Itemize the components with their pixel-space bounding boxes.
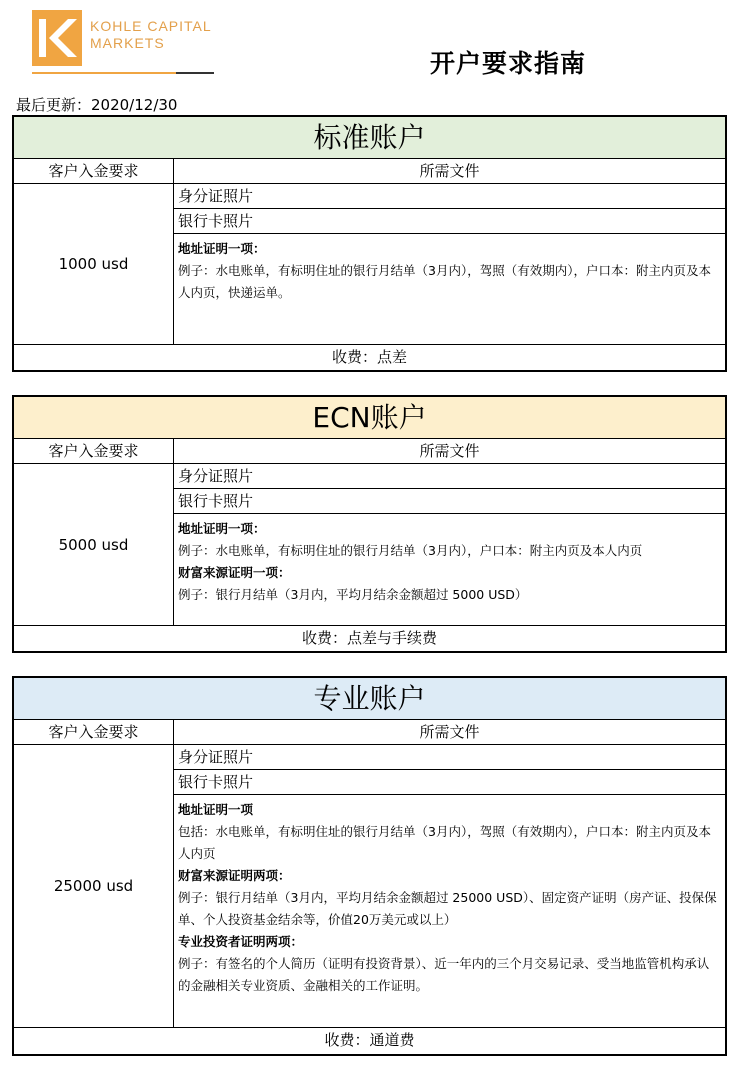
documents-header: 所需文件 — [419, 162, 480, 180]
pro-fee: 收费：通道费 — [324, 1031, 415, 1049]
ecn-deposit-amount: 5000 usd — [14, 464, 174, 625]
doc-id-photo: 身分证照片 — [174, 464, 725, 489]
wealth-proof-heading: 财富来源证明两项： — [178, 868, 291, 883]
pro-proofs — [174, 795, 725, 1027]
standard-address-proof — [174, 234, 725, 344]
standard-body-row — [14, 184, 725, 345]
pro-account-title: 专业账户 — [14, 678, 725, 720]
documents-header: 所需文件 — [419, 442, 480, 460]
doc-bank-card-photo: 银行卡照片 — [174, 770, 725, 795]
last-updated: 最后更新：2020/12/30 — [16, 96, 178, 114]
logo-line2: MARKETS — [90, 35, 165, 51]
ecn-documents — [174, 464, 725, 625]
standard-account-title: 标准账户 — [14, 117, 725, 159]
deposit-header: 客户入金要求 — [14, 439, 174, 463]
pro-body-row — [14, 745, 725, 1028]
pro-header-row — [14, 720, 725, 745]
address-proof-heading: 地址证明一项： — [178, 241, 266, 256]
ecn-account-table — [12, 395, 727, 653]
wealth-proof-heading: 财富来源证明一项： — [178, 565, 291, 580]
standard-fee: 收费：点差 — [331, 348, 407, 366]
deposit-header: 客户入金要求 — [14, 159, 174, 183]
logo-underline — [32, 72, 176, 74]
ecn-body-row — [14, 464, 725, 626]
page-title: 开户要求指南 — [430, 49, 587, 78]
standard-deposit-amount: 1000 usd — [14, 184, 174, 344]
deposit-header: 客户入金要求 — [14, 720, 174, 744]
logo-text — [90, 18, 212, 52]
doc-id-photo: 身分证照片 — [174, 184, 725, 209]
address-proof-detail: 例子：水电账单，有标明住址的银行月结单（3月内），户口本：附主内页及本人内页 — [178, 543, 643, 558]
logo-mark-icon — [32, 10, 82, 66]
standard-documents — [174, 184, 725, 344]
pro-documents — [174, 745, 725, 1027]
standard-account-table — [12, 115, 727, 372]
standard-header-row — [14, 159, 725, 184]
company-logo — [32, 10, 214, 74]
ecn-fee: 收费：点差与手续费 — [301, 629, 437, 647]
doc-id-photo: 身分证照片 — [174, 745, 725, 770]
investor-proof-heading: 专业投资者证明两项： — [178, 934, 304, 949]
doc-bank-card-photo: 银行卡照片 — [174, 489, 725, 514]
ecn-header-row — [14, 439, 725, 464]
logo-line1: KOHLE CAPITAL — [90, 18, 212, 34]
logo-underline-accent — [176, 72, 214, 74]
pro-account-table — [12, 676, 727, 1056]
address-proof-heading: 地址证明一项 — [178, 802, 254, 817]
ecn-account-title: ECN账户 — [14, 397, 725, 439]
ecn-proofs — [174, 514, 725, 625]
address-proof-detail: 例子：水电账单，有标明住址的银行月结单（3月内），驾照（有效期内），户口本：附主内页及本人内页，快递运单。 — [178, 263, 711, 300]
address-proof-detail: 包括：水电账单，有标明住址的银行月结单（3月内），驾照（有效期内），户口本：附主内页及本人内页 — [178, 824, 711, 861]
documents-header: 所需文件 — [419, 723, 480, 741]
wealth-proof-detail: 例子：银行月结单（3月内，平均月结余金额超过 25000 USD）、固定资产证明（房产证、投保保单、个人投资基金结余等，价值20万美元或以上） — [178, 890, 717, 927]
investor-proof-detail: 例子：有签名的个人简历（证明有投资背景）、近一年内的三个月交易记录、受当地监管机构承认的金融相关专业资质、金融相关的工作证明。 — [178, 956, 710, 993]
address-proof-heading: 地址证明一项： — [178, 521, 266, 536]
pro-deposit-amount: 25000 usd — [14, 745, 174, 1027]
doc-bank-card-photo: 银行卡照片 — [174, 209, 725, 234]
wealth-proof-detail: 例子：银行月结单（3月内，平均月结余金额超过 5000 USD） — [178, 587, 528, 602]
